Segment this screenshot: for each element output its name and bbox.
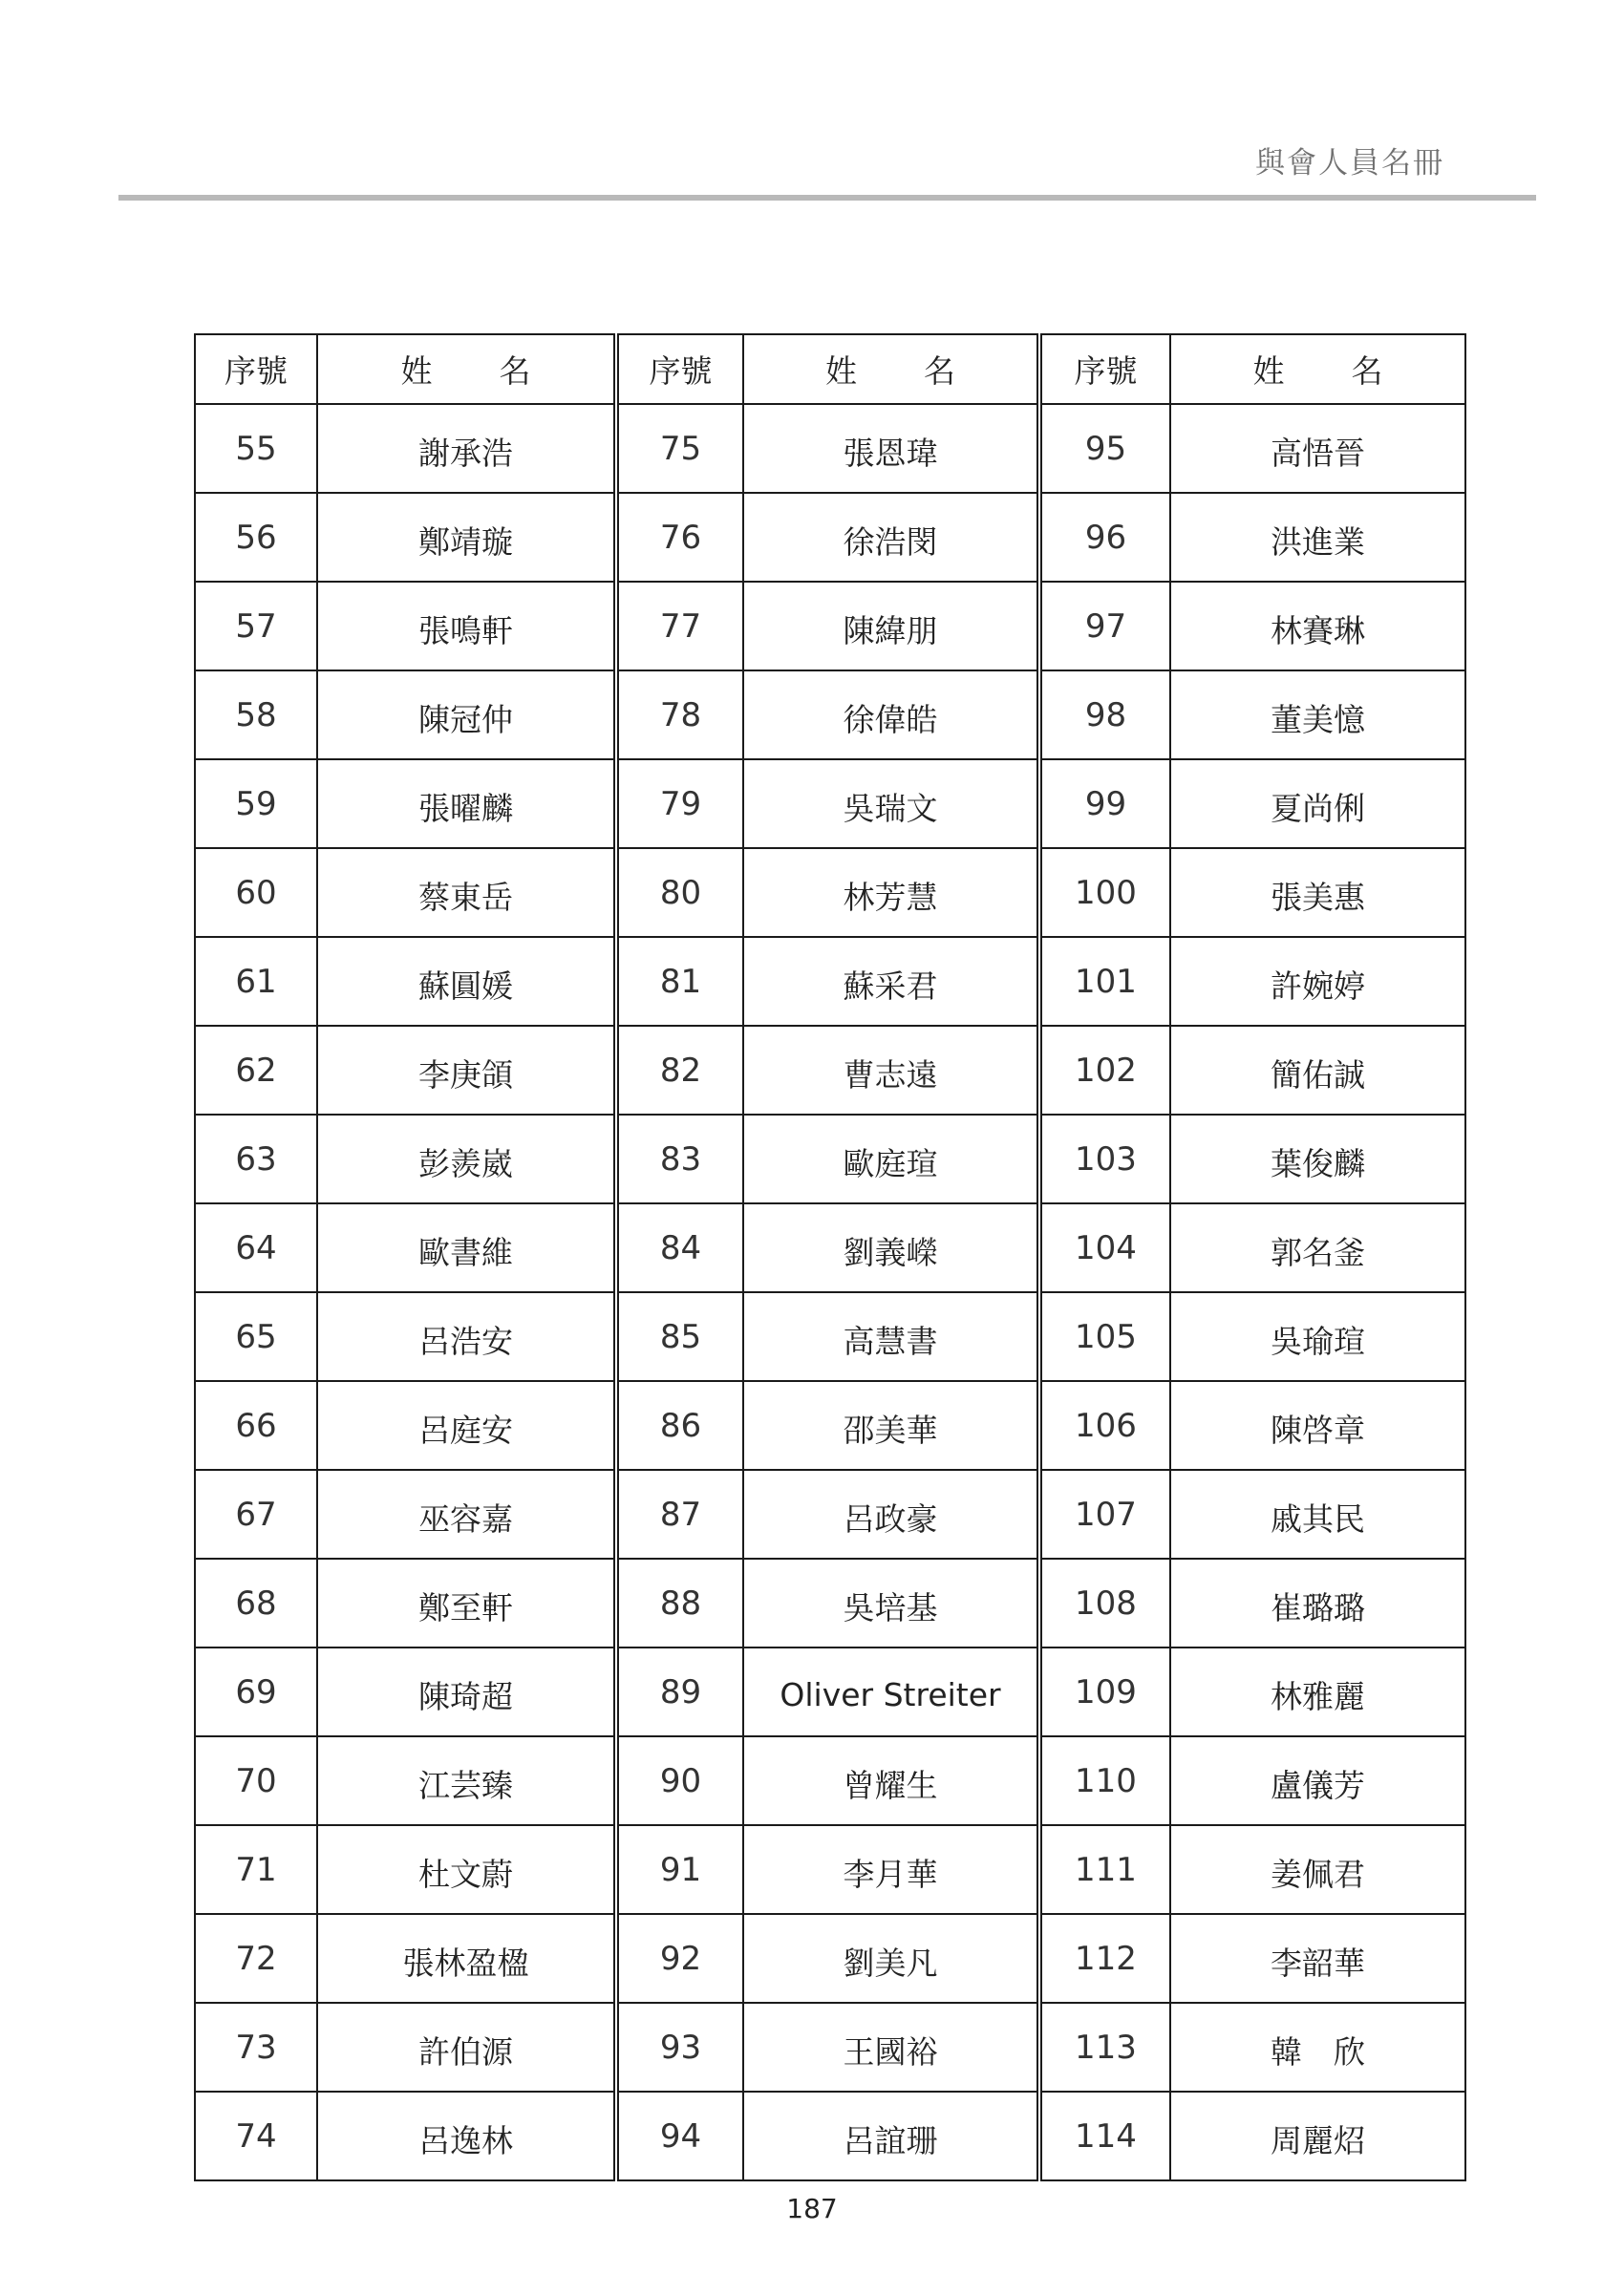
attendee-name-cell: 陳琦超 bbox=[317, 1648, 616, 1736]
serial-no-cell: 114 bbox=[1039, 2092, 1170, 2180]
attendee-name-cell: 夏尚俐 bbox=[1170, 759, 1465, 848]
table-row bbox=[195, 404, 1465, 493]
serial-no-cell: 106 bbox=[1039, 1381, 1170, 1470]
serial-no-cell: 85 bbox=[616, 1292, 743, 1381]
serial-no-cell: 100 bbox=[1039, 848, 1170, 937]
serial-no-cell: 109 bbox=[1039, 1648, 1170, 1736]
column-header-name bbox=[1170, 334, 1465, 404]
serial-no-cell: 61 bbox=[195, 937, 317, 1026]
attendee-name-cell: 歐庭瑄 bbox=[743, 1115, 1039, 1203]
attendee-name-cell: 王國裕 bbox=[743, 2003, 1039, 2092]
attendee-name-cell: 許婉婷 bbox=[1170, 937, 1465, 1026]
serial-no-cell: 68 bbox=[195, 1559, 317, 1648]
serial-no-cell: 66 bbox=[195, 1381, 317, 1470]
table-row bbox=[195, 1470, 1465, 1559]
column-header-serial-no: 序號 bbox=[616, 334, 743, 404]
serial-no-cell: 89 bbox=[616, 1648, 743, 1736]
table-row bbox=[195, 1825, 1465, 1914]
serial-no-cell: 58 bbox=[195, 670, 317, 759]
attendee-name-cell: 林賽琳 bbox=[1170, 582, 1465, 670]
attendee-name-cell: 李韶華 bbox=[1170, 1914, 1465, 2003]
serial-no-cell: 96 bbox=[1039, 493, 1170, 582]
header-row bbox=[195, 334, 1465, 404]
attendee-name-cell: 張恩瑋 bbox=[743, 404, 1039, 493]
table-row bbox=[195, 493, 1465, 582]
attendee-name-cell: 蔡東岳 bbox=[317, 848, 616, 937]
attendee-name-cell: 呂政豪 bbox=[743, 1470, 1039, 1559]
serial-no-cell: 65 bbox=[195, 1292, 317, 1381]
attendee-name-cell: 李月華 bbox=[743, 1825, 1039, 1914]
attendee-name-cell: 盧儀芳 bbox=[1170, 1736, 1465, 1825]
attendee-name-cell: 鄭靖璇 bbox=[317, 493, 616, 582]
serial-no-cell: 80 bbox=[616, 848, 743, 937]
name-header-char-2: 名 bbox=[1351, 352, 1383, 390]
attendee-name-cell: 呂逸林 bbox=[317, 2092, 616, 2180]
serial-no-cell: 111 bbox=[1039, 1825, 1170, 1914]
roster-table-body bbox=[195, 404, 1465, 2180]
serial-no-cell: 77 bbox=[616, 582, 743, 670]
attendee-name-cell: 李庚頜 bbox=[317, 1026, 616, 1115]
table-row bbox=[195, 1914, 1465, 2003]
attendee-roster-table bbox=[194, 333, 1466, 2181]
attendee-name-cell: 周麗炤 bbox=[1170, 2092, 1465, 2180]
serial-no-cell: 112 bbox=[1039, 1914, 1170, 2003]
serial-no-cell: 88 bbox=[616, 1559, 743, 1648]
attendee-name-cell: 董美憶 bbox=[1170, 670, 1465, 759]
attendee-name-cell: 徐偉皓 bbox=[743, 670, 1039, 759]
attendee-name-cell: 呂誼珊 bbox=[743, 2092, 1039, 2180]
serial-no-cell: 56 bbox=[195, 493, 317, 582]
serial-no-cell: 79 bbox=[616, 759, 743, 848]
serial-no-cell: 113 bbox=[1039, 2003, 1170, 2092]
table-row bbox=[195, 2092, 1465, 2180]
serial-no-cell: 99 bbox=[1039, 759, 1170, 848]
serial-no-cell: 82 bbox=[616, 1026, 743, 1115]
attendee-name-cell: 高悟晉 bbox=[1170, 404, 1465, 493]
serial-no-cell: 59 bbox=[195, 759, 317, 848]
serial-no-cell: 76 bbox=[616, 493, 743, 582]
table-row bbox=[195, 582, 1465, 670]
table-row bbox=[195, 670, 1465, 759]
attendee-name-cell: 謝承浩 bbox=[317, 404, 616, 493]
serial-no-cell: 93 bbox=[616, 2003, 743, 2092]
attendee-name-cell: 吳瑞文 bbox=[743, 759, 1039, 848]
serial-no-cell: 108 bbox=[1039, 1559, 1170, 1648]
attendee-name-cell: 劉義嶸 bbox=[743, 1203, 1039, 1292]
attendee-name-cell: 曹志遠 bbox=[743, 1026, 1039, 1115]
header-rule bbox=[118, 195, 1536, 201]
serial-no-cell: 81 bbox=[616, 937, 743, 1026]
attendee-name-cell: 洪進業 bbox=[1170, 493, 1465, 582]
table-row bbox=[195, 1203, 1465, 1292]
attendee-name-cell: 張曜麟 bbox=[317, 759, 616, 848]
attendee-name-cell: 江芸臻 bbox=[317, 1736, 616, 1825]
attendee-name-cell: 陳啓章 bbox=[1170, 1381, 1465, 1470]
serial-no-cell: 67 bbox=[195, 1470, 317, 1559]
attendee-name-cell: 陳緯朋 bbox=[743, 582, 1039, 670]
attendee-name-cell: 劉美凡 bbox=[743, 1914, 1039, 2003]
attendee-name-cell: 郭名釜 bbox=[1170, 1203, 1465, 1292]
name-header-char-1: 姓 bbox=[400, 352, 433, 390]
name-header-char-1: 姓 bbox=[825, 352, 857, 390]
serial-no-cell: 64 bbox=[195, 1203, 317, 1292]
attendee-name-cell: 曾耀生 bbox=[743, 1736, 1039, 1825]
table-row bbox=[195, 1115, 1465, 1203]
serial-no-cell: 74 bbox=[195, 2092, 317, 2180]
serial-no-cell: 86 bbox=[616, 1381, 743, 1470]
attendee-name-cell: 韓 欣 bbox=[1170, 2003, 1465, 2092]
attendee-name-cell: 蘇采君 bbox=[743, 937, 1039, 1026]
serial-no-cell: 107 bbox=[1039, 1470, 1170, 1559]
serial-no-cell: 90 bbox=[616, 1736, 743, 1825]
attendee-name-cell: 張鳴軒 bbox=[317, 582, 616, 670]
serial-no-cell: 92 bbox=[616, 1914, 743, 2003]
attendee-name-cell: 歐書維 bbox=[317, 1203, 616, 1292]
table-row bbox=[195, 848, 1465, 937]
attendee-name-cell: 林芳慧 bbox=[743, 848, 1039, 937]
serial-no-cell: 97 bbox=[1039, 582, 1170, 670]
column-header-name bbox=[743, 334, 1039, 404]
attendee-name-cell: 簡佑誠 bbox=[1170, 1026, 1465, 1115]
serial-no-cell: 104 bbox=[1039, 1203, 1170, 1292]
table-row bbox=[195, 1292, 1465, 1381]
attendee-name-cell: 徐浩閔 bbox=[743, 493, 1039, 582]
serial-no-cell: 94 bbox=[616, 2092, 743, 2180]
attendee-name-cell: 張林盈楹 bbox=[317, 1914, 616, 2003]
running-header-title: 與會人員名冊 bbox=[1255, 146, 1444, 181]
attendee-name-cell: 呂浩安 bbox=[317, 1292, 616, 1381]
table-row bbox=[195, 759, 1465, 848]
attendee-name-cell: 吳培基 bbox=[743, 1559, 1039, 1648]
serial-no-cell: 105 bbox=[1039, 1292, 1170, 1381]
attendee-name-cell: 崔璐璐 bbox=[1170, 1559, 1465, 1648]
serial-no-cell: 87 bbox=[616, 1470, 743, 1559]
name-header-char-1: 姓 bbox=[1252, 352, 1285, 390]
attendee-name-cell: 高慧書 bbox=[743, 1292, 1039, 1381]
attendee-name-cell: Oliver Streiter bbox=[743, 1648, 1039, 1736]
serial-no-cell: 83 bbox=[616, 1115, 743, 1203]
table-row bbox=[195, 2003, 1465, 2092]
attendee-name-cell: 邵美華 bbox=[743, 1381, 1039, 1470]
table-row bbox=[195, 937, 1465, 1026]
serial-no-cell: 69 bbox=[195, 1648, 317, 1736]
attendee-name-cell: 鄭至軒 bbox=[317, 1559, 616, 1648]
serial-no-cell: 62 bbox=[195, 1026, 317, 1115]
table-row bbox=[195, 1381, 1465, 1470]
serial-no-cell: 84 bbox=[616, 1203, 743, 1292]
attendee-name-cell: 姜佩君 bbox=[1170, 1825, 1465, 1914]
page-number: 187 bbox=[786, 2193, 838, 2224]
column-header-serial-no: 序號 bbox=[195, 334, 317, 404]
roster-table-header bbox=[195, 334, 1465, 404]
column-header-serial-no: 序號 bbox=[1039, 334, 1170, 404]
serial-no-cell: 103 bbox=[1039, 1115, 1170, 1203]
attendee-name-cell: 陳冠仲 bbox=[317, 670, 616, 759]
attendee-name-cell: 戚其民 bbox=[1170, 1470, 1465, 1559]
serial-no-cell: 71 bbox=[195, 1825, 317, 1914]
serial-no-cell: 63 bbox=[195, 1115, 317, 1203]
attendee-name-cell: 張美惠 bbox=[1170, 848, 1465, 937]
serial-no-cell: 78 bbox=[616, 670, 743, 759]
name-header-char-2: 名 bbox=[499, 352, 531, 390]
serial-no-cell: 72 bbox=[195, 1914, 317, 2003]
table-row bbox=[195, 1026, 1465, 1115]
serial-no-cell: 73 bbox=[195, 2003, 317, 2092]
serial-no-cell: 98 bbox=[1039, 670, 1170, 759]
attendee-name-cell: 許伯源 bbox=[317, 2003, 616, 2092]
attendee-name-cell: 葉俊麟 bbox=[1170, 1115, 1465, 1203]
attendee-name-cell: 呂庭安 bbox=[317, 1381, 616, 1470]
serial-no-cell: 91 bbox=[616, 1825, 743, 1914]
serial-no-cell: 95 bbox=[1039, 404, 1170, 493]
table-row bbox=[195, 1736, 1465, 1825]
table-row bbox=[195, 1559, 1465, 1648]
attendee-name-cell: 杜文蔚 bbox=[317, 1825, 616, 1914]
serial-no-cell: 60 bbox=[195, 848, 317, 937]
serial-no-cell: 55 bbox=[195, 404, 317, 493]
table-row bbox=[195, 1648, 1465, 1736]
attendee-name-cell: 蘇圓媛 bbox=[317, 937, 616, 1026]
serial-no-cell: 57 bbox=[195, 582, 317, 670]
name-header-char-2: 名 bbox=[924, 352, 955, 390]
serial-no-cell: 70 bbox=[195, 1736, 317, 1825]
column-header-name bbox=[317, 334, 616, 404]
serial-no-cell: 75 bbox=[616, 404, 743, 493]
attendee-name-cell: 彭羨崴 bbox=[317, 1115, 616, 1203]
serial-no-cell: 102 bbox=[1039, 1026, 1170, 1115]
serial-no-cell: 110 bbox=[1039, 1736, 1170, 1825]
attendee-name-cell: 吳瑜瑄 bbox=[1170, 1292, 1465, 1381]
attendee-name-cell: 林雅麗 bbox=[1170, 1648, 1465, 1736]
serial-no-cell: 101 bbox=[1039, 937, 1170, 1026]
attendee-name-cell: 巫容嘉 bbox=[317, 1470, 616, 1559]
